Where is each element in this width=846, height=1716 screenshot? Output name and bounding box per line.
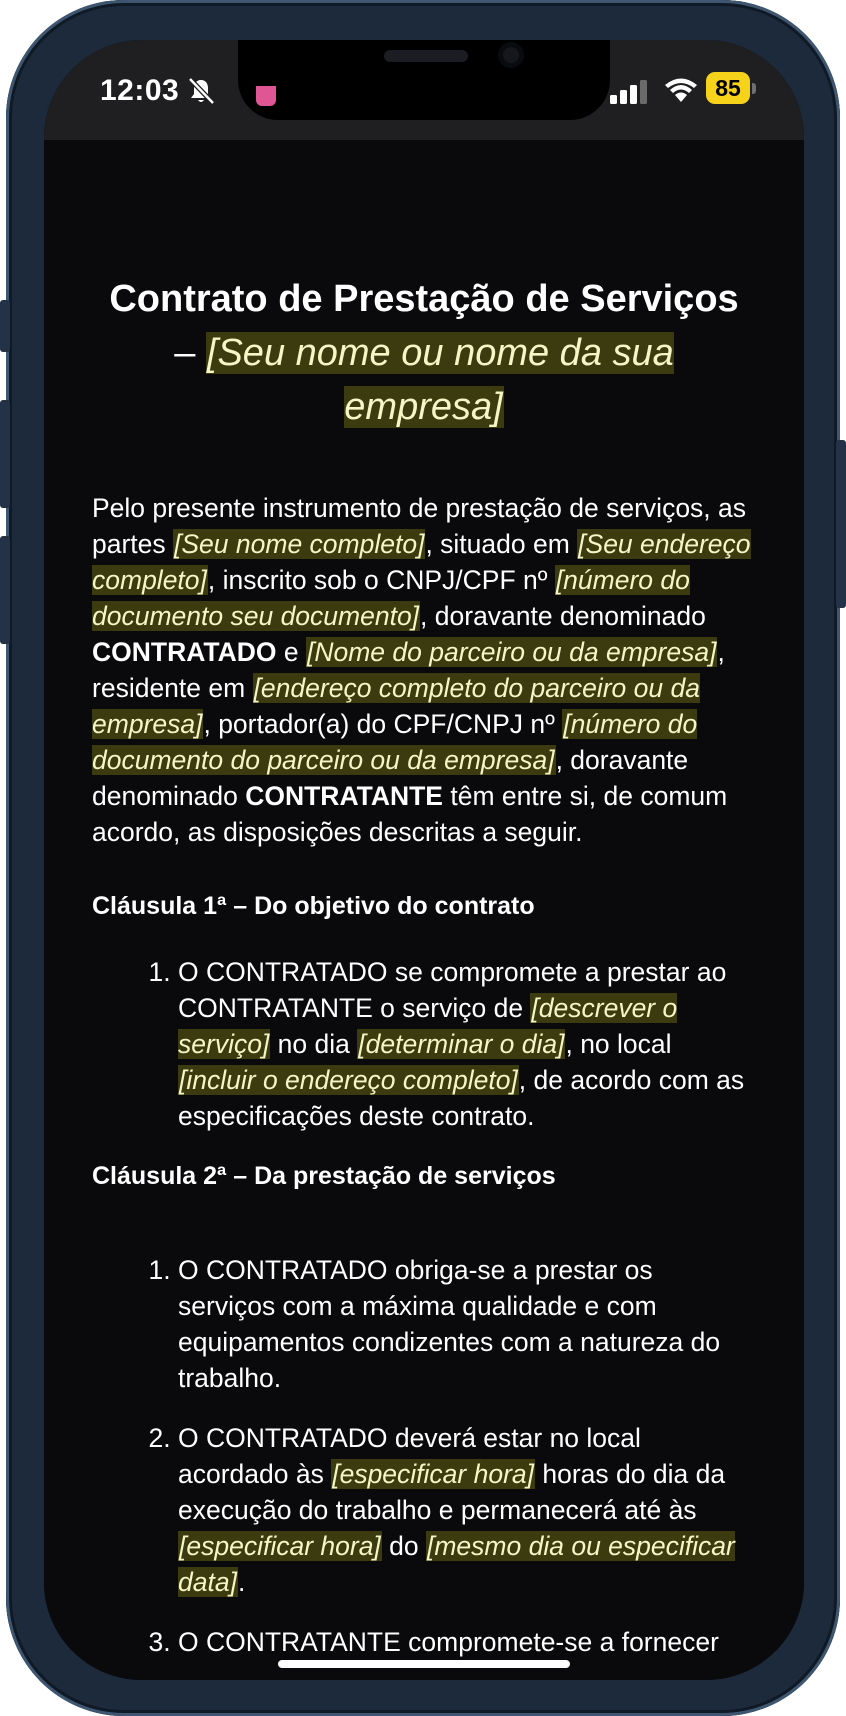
list-item: 1. O CONTRATADO obriga-se a prestar os serviços com a máxima qualidade e com equipamentos condizentes com a natureza do trabalho. (178, 1252, 756, 1396)
title-main: Contrato de Prestação de Serviços (109, 278, 739, 320)
intro-text: , doravante denominado (420, 601, 706, 631)
list-item: 3. O CONTRATANTE compromete-se a fornecer (178, 1624, 756, 1660)
document-title (92, 272, 756, 434)
placeholder-field: [descrever o serviço] (178, 993, 678, 1059)
battery-level: 85 (706, 72, 750, 104)
list-item (178, 954, 756, 1134)
wifi-icon (664, 78, 698, 104)
placeholder-field: [especificar hora] (179, 1531, 381, 1561)
item-text: O CONTRATADO deverá estar no local acordado às (178, 1423, 641, 1489)
battery-icon (752, 83, 756, 94)
item-text: O CONTRATADO se compromete a prestar ao CONTRATANTE o serviço de (178, 957, 727, 1023)
volume-down-button (0, 536, 10, 644)
item-text: do (381, 1531, 426, 1561)
intro-text: e (276, 637, 306, 667)
placeholder-field: [Seu endereço completo] (92, 529, 751, 595)
document-page[interactable] (44, 140, 804, 1680)
placeholder-field: [mesmo dia ou especificar data] (178, 1531, 735, 1597)
placeholder-field: [determinar o dia] (358, 1029, 565, 1059)
title-dash: – (174, 332, 206, 374)
action-button (0, 300, 10, 352)
document-content (92, 140, 756, 1680)
party-contratado: CONTRATADO (92, 637, 277, 667)
party-contratante: CONTRATANTE (245, 781, 443, 811)
item-text: , de acordo com as especificações deste contrato. (178, 1065, 745, 1131)
item-text: , no local (565, 1029, 672, 1059)
intro-text: , situado em (425, 529, 578, 559)
intro-text: , residente em (92, 637, 725, 703)
speaker-grille (384, 50, 468, 62)
volume-up-button (0, 400, 10, 508)
intro-text: , inscrito sob o CNPJ/CPF nº (207, 565, 555, 595)
clause-2-list (92, 1252, 756, 1660)
placeholder-field: [número do documento do parceiro ou da empresa] (92, 709, 698, 775)
bell-slash-icon (186, 76, 216, 106)
item-text: horas do dia da execução do trabalho e permanecerá até às (178, 1459, 726, 1525)
dynamic-island (238, 40, 610, 120)
intro-text: têm entre si, de comum acordo, as disposições descritas a seguir. (92, 781, 728, 847)
placeholder-field: [endereço completo do parceiro ou da empresa] (92, 673, 700, 739)
intro-paragraph (92, 490, 756, 850)
clause-2-title: Cláusula 2ª – Da prestação de serviços (92, 1162, 556, 1190)
item-text: . (237, 1567, 246, 1597)
home-indicator[interactable] (278, 1660, 570, 1668)
app-icon-peek (256, 86, 276, 106)
clause-1-list (92, 954, 756, 1134)
phone-screen (44, 40, 804, 1680)
placeholder-field: [número do documento seu documento] (92, 565, 690, 631)
placeholder-field: [Seu nome completo] (174, 529, 425, 559)
placeholder-field: [especificar hora] (332, 1459, 535, 1489)
intro-text: , portador(a) do CPF/CNPJ nº (203, 709, 563, 739)
status-bar (44, 40, 804, 140)
cellular-signal-icon (610, 80, 650, 104)
intro-text: , doravante denominado (92, 745, 689, 811)
intro-text: Pelo presente instrumento de prestação de serviços, as partes (92, 493, 747, 559)
placeholder-field: [Nome do parceiro ou da empresa] (306, 637, 717, 667)
title-placeholder: [Seu nome ou nome da sua empresa] (206, 332, 674, 428)
camera-icon (498, 42, 524, 68)
power-button (836, 440, 846, 608)
list-item (178, 1420, 756, 1600)
placeholder-field: [incluir o endereço completo] (179, 1065, 518, 1095)
item-text: no dia (270, 1029, 358, 1059)
clause-1-title: Cláusula 1ª – Do objetivo do contrato (92, 892, 535, 920)
status-time: 12:03 (100, 74, 180, 107)
